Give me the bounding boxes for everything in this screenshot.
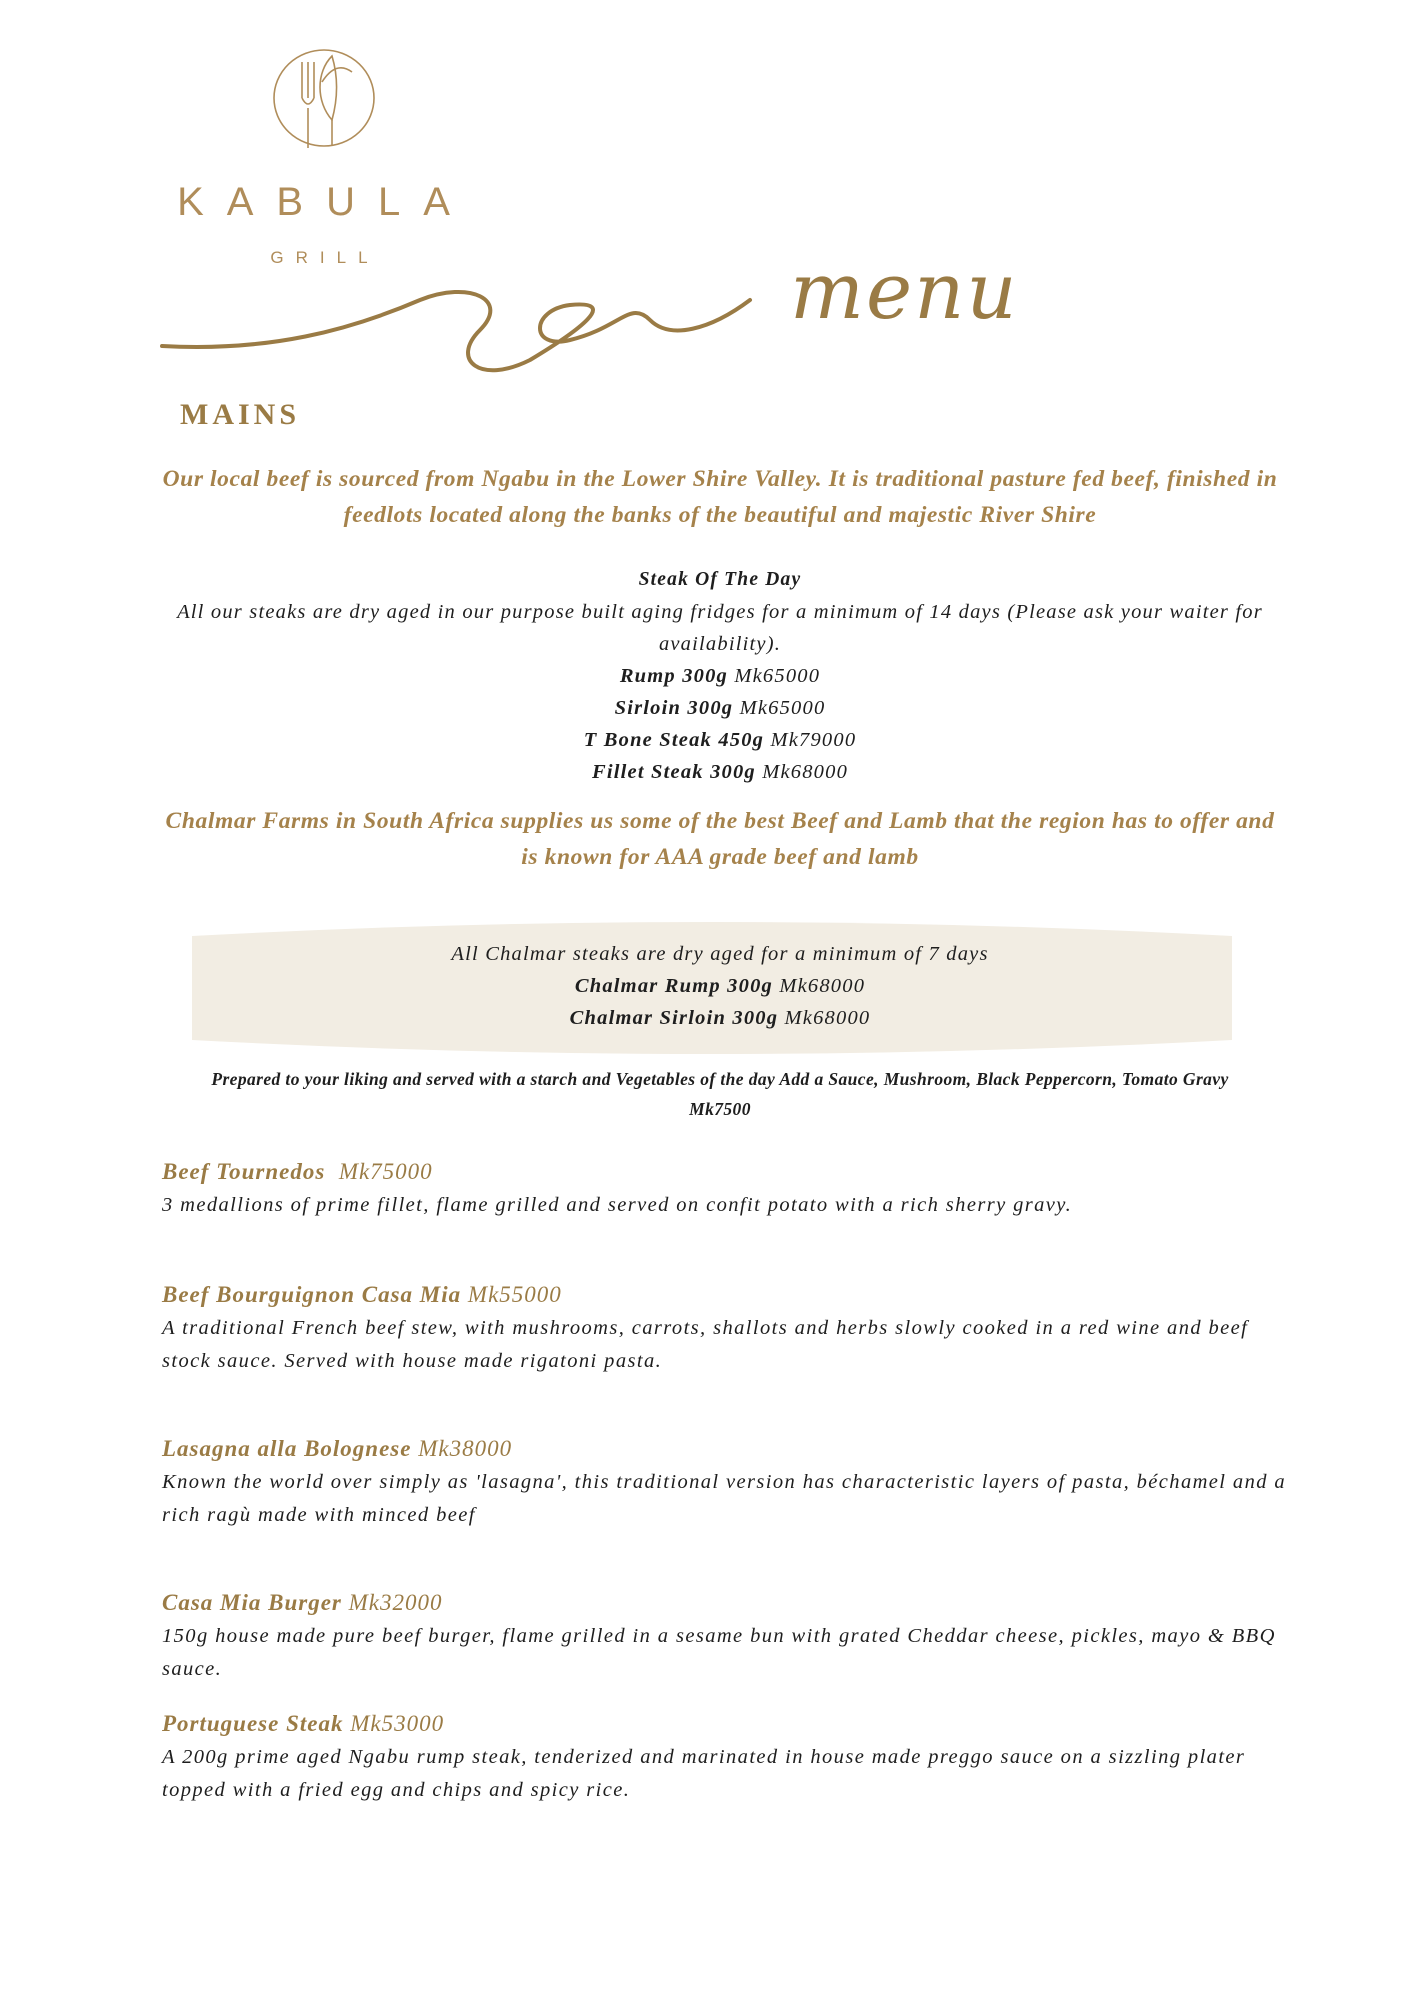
dish-price: Mk32000: [348, 1590, 443, 1615]
dish-description: Known the world over simply as 'lasagna', this traditional version has characteristic layers of pasta, béchamel and a rich ragù made with minced beef: [162, 1471, 1287, 1526]
intro-local-beef: Our local beef is sourced from Ngabu in the Lower Shire Valley. It is traditional pasture fed beef, finished in feedlots located along the banks of the beautiful and majestic River Shire: [162, 466, 1278, 528]
list-item: [160, 660, 1280, 692]
dish-price: Mk53000: [350, 1711, 445, 1736]
dish-name: Beef Bourguignon Casa Mia: [162, 1282, 462, 1307]
dish-description: 150g house made pure beef burger, flame grilled in a sesame bun with grated Cheddar cheese, pickles, mayo & BBQ sauce.: [162, 1625, 1276, 1680]
menu-script-text: menu: [790, 260, 1019, 337]
item-name: Sirloin 300g: [614, 697, 734, 719]
item-price: Mk68000: [784, 1007, 871, 1029]
logo-emblem-icon: [262, 48, 387, 148]
list-item: [160, 692, 1280, 724]
list-item: [160, 1002, 1280, 1034]
dish-item: [162, 1156, 1292, 1222]
item-price: Mk68000: [762, 761, 849, 783]
steak-of-day-title: Steak Of The Day: [638, 569, 802, 590]
prepared-note: [160, 1064, 1280, 1124]
dish-price: Mk75000: [338, 1159, 433, 1184]
brand-name: KABULA: [177, 180, 473, 224]
dish-item: [162, 1708, 1292, 1807]
item-name: Rump 300g: [619, 665, 729, 687]
item-name: Chalmar Sirloin 300g: [569, 1007, 779, 1029]
item-price: Mk79000: [770, 729, 857, 751]
brand-subtitle: GRILL: [270, 248, 380, 267]
item-price: Mk68000: [779, 975, 866, 997]
dish-description: 3 medallions of prime fillet, flame grilled and served on confit potato with a rich sherry gravy.: [162, 1194, 1073, 1216]
sauce-price: Mk7500: [689, 1099, 751, 1119]
dish-name: Portuguese Steak: [162, 1711, 344, 1736]
prepared-text: Prepared to your liking and served with a starch and Vegetables of the day Add a Sauce, Mushroom, Black Peppercorn, Tomato Gravy: [211, 1069, 1229, 1089]
chalmar-note: All Chalmar steaks are dry aged for a minimum of 7 days: [451, 943, 989, 965]
dish-name: Beef Tournedos: [162, 1159, 326, 1184]
list-item: [160, 724, 1280, 756]
steak-of-day-desc: All our steaks are dry aged in our purpose built aging fridges for a minimum of 14 days (Please ask your waiter for availability).: [177, 601, 1263, 655]
dish-price: Mk55000: [467, 1282, 562, 1307]
item-price: Mk65000: [739, 697, 826, 719]
section-title: MAINS: [180, 398, 301, 431]
item-name: Fillet Steak 300g: [591, 761, 756, 783]
item-name: Chalmar Rump 300g: [574, 975, 773, 997]
dish-item: [162, 1587, 1292, 1686]
dish-description: A traditional French beef stew, with mushrooms, carrots, shallots and herbs slowly cooked in a red wine and beef stock sauce. Served with house made rigatoni pasta.: [162, 1317, 1249, 1372]
chalmar-block: [160, 938, 1280, 1034]
intro-chalmar: Chalmar Farms in South Africa supplies us some of the best Beef and Lamb that the region has to offer and is known for AAA grade beef and lamb: [165, 808, 1275, 870]
item-name: T Bone Steak 450g: [583, 729, 765, 751]
list-item: [160, 756, 1280, 788]
dish-description: A 200g prime aged Ngabu rump steak, tenderized and marinated in house made preggo sauce on a sizzling plater topped with a fried egg and chips and spicy rice.: [162, 1746, 1246, 1801]
dish-item: [162, 1279, 1292, 1378]
dish-price: Mk38000: [418, 1436, 513, 1461]
steak-of-day-block: [160, 564, 1280, 788]
menu-script-flourish: [150, 260, 1050, 390]
list-item: [160, 970, 1280, 1002]
dish-name: Casa Mia Burger: [162, 1590, 342, 1615]
dish-name: Lasagna alla Bolognese: [162, 1436, 412, 1461]
dish-item: [162, 1433, 1292, 1532]
item-price: Mk65000: [734, 665, 821, 687]
